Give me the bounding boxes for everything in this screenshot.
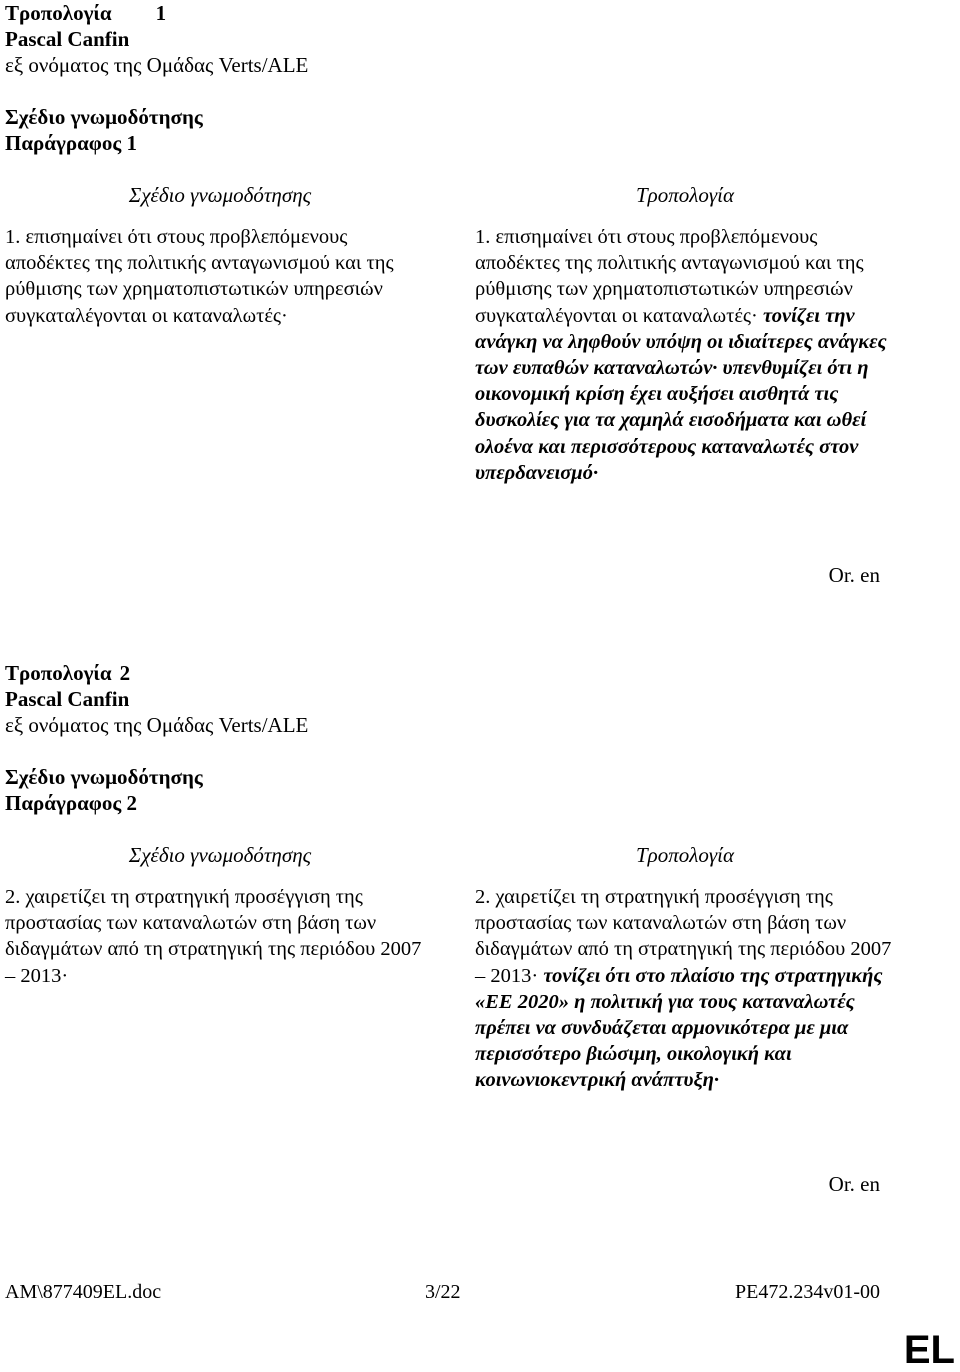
original-language: Or. en bbox=[828, 563, 880, 587]
amendment-author: Pascal Canfin bbox=[5, 687, 130, 711]
column-header-amendment: Τροπολογία bbox=[635, 183, 734, 207]
amendment-label: Τροπολογία bbox=[5, 661, 112, 685]
amendment-document: Σχέδιο γνωμοδότησης bbox=[5, 105, 203, 129]
amendment-text-base: 1. επισημαίνει ότι στους προβλεπόμενους αποδέκτες της πολιτικής ανταγωνισμού και της ρύθμισης των χρηματοπιστωτικών υπηρεσιών συγκαταλέγονται οι καταναλωτές· bbox=[475, 226, 864, 327]
footer-doc-ref: AM\877409EL.doc bbox=[5, 1281, 162, 1303]
comparison-columns bbox=[5, 182, 905, 602]
comparison-columns bbox=[5, 842, 905, 1262]
footer-page-number: 3/22 bbox=[425, 1281, 461, 1303]
amendment-label: Τροπολογία bbox=[5, 1, 112, 25]
amendment-text bbox=[475, 224, 895, 486]
column-header-amendment: Τροπολογία bbox=[635, 843, 734, 867]
amendment-group: εξ ονόματος της Ομάδας Verts/ALE bbox=[5, 53, 309, 77]
amendment-number: 2 bbox=[119, 661, 131, 685]
footer-pe-ref: PE472.234v01-00 bbox=[735, 1281, 880, 1303]
column-header-original: Σχέδιο γνωμοδότησης bbox=[128, 843, 312, 867]
language-badge: EL bbox=[903, 1328, 955, 1372]
amendment-text-added: τονίζει ότι στο πλαίσιο της στρατηγικής «ΕΕ 2020» η πολιτική για τους καταναλωτές πρέπει να συνδυάζεται αρμονικότερα με μια περισσότερο βιώσιμη, οικολογική και κοινωνιοκεντρική ανάπτυξη· bbox=[475, 964, 883, 1092]
original-language: Or. en bbox=[828, 1172, 880, 1196]
amendment-text-column bbox=[475, 842, 895, 1094]
amendment-document: Σχέδιο γνωμοδότησης bbox=[5, 765, 203, 789]
amendment-group: εξ ονόματος της Ομάδας Verts/ALE bbox=[5, 713, 309, 737]
page-footer bbox=[5, 1279, 880, 1305]
amendment-text-base: 2. χαιρετίζει τη στρατηγική προσέγγιση της προστασίας των καταναλωτών στη βάση των διδαγμάτων από τη στρατηγική της περιόδου 2007 – 2013· bbox=[475, 886, 892, 987]
amendment-1 bbox=[5, 0, 905, 602]
amendment-paragraph: Παράγραφος 2 bbox=[5, 791, 138, 815]
amendment-2 bbox=[5, 660, 905, 1262]
column-header-original: Σχέδιο γνωμοδότησης bbox=[128, 183, 312, 207]
amendment-heading bbox=[5, 660, 905, 686]
amendment-text bbox=[475, 884, 895, 1094]
original-text-column bbox=[5, 842, 435, 989]
original-text-column bbox=[5, 182, 435, 329]
amendment-number: 1 bbox=[155, 1, 167, 25]
amendment-heading bbox=[5, 0, 905, 26]
amendment-text-column bbox=[475, 182, 895, 486]
original-text: 1. επισημαίνει ότι στους προβλεπόμενους αποδέκτες της πολιτικής ανταγωνισμού και της ρύθμισης των χρηματοπιστωτικών υπηρεσιών συγκαταλέγονται οι καταναλωτές· bbox=[5, 226, 394, 327]
amendment-author: Pascal Canfin bbox=[5, 27, 130, 51]
amendment-paragraph: Παράγραφος 1 bbox=[5, 131, 138, 155]
original-text: 2. χαιρετίζει τη στρατηγική προσέγγιση της προστασίας των καταναλωτών στη βάση των διδαγμάτων από τη στρατηγική της περιόδου 2007 – 2013· bbox=[5, 886, 422, 987]
amendment-text-added: τονίζει την ανάγκη να ληφθούν υπόψη οι ιδιαίτερες ανάγκες των ευπαθών καταναλωτών· υπενθυμίζει ότι η οικονομική κρίση έχει αυξήσει αισθητά τις δυσκολίες για τα χαμηλά εισοδήματα και ωθεί ολοένα και περισσότερους καταναλωτές στον υπερδανεισμό· bbox=[475, 304, 887, 484]
